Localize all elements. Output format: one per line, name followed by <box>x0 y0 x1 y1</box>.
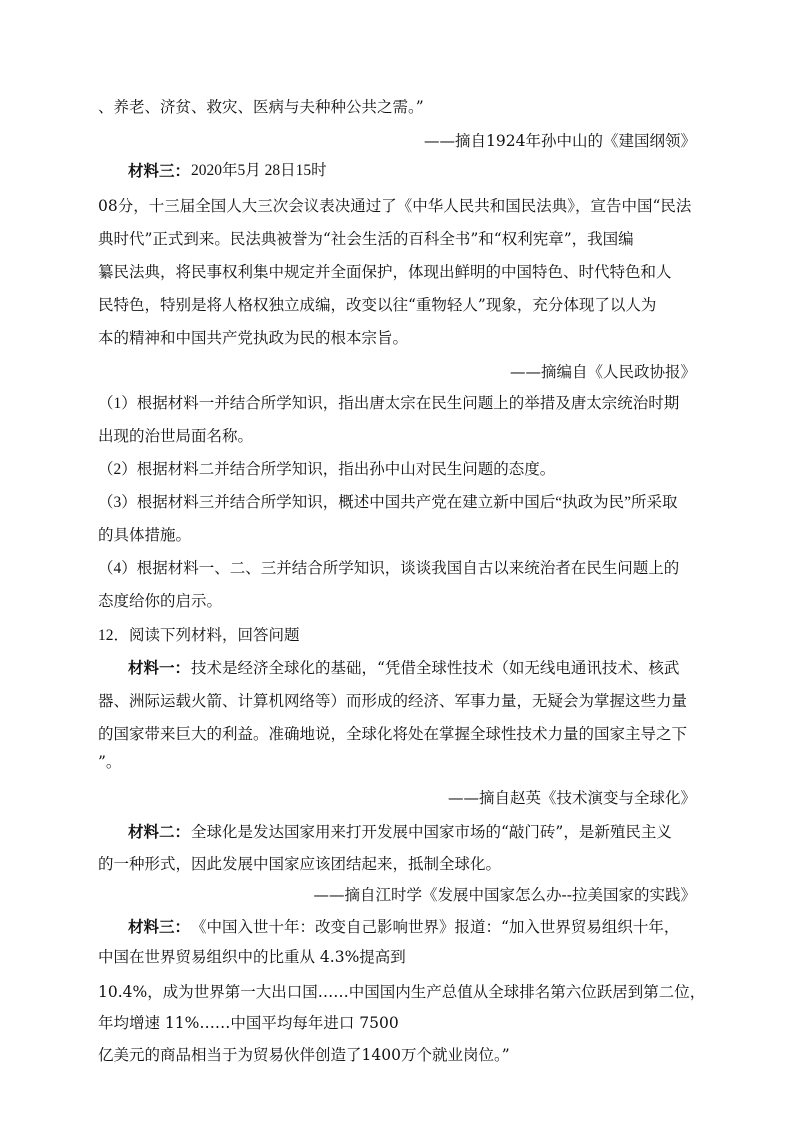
paragraph-line: 的一种形式，因此发展中国家应该团结起来，抵制全球化。 <box>98 855 502 873</box>
paragraph-line: 08分，十三届全国人大三次会议表决通过了《中华人民共和国民法典》，宣告中国“民法 <box>98 197 692 215</box>
question-1-cont: 出现的治世局面名称。 <box>98 428 254 445</box>
paragraph-line: 纂民法典，将民事权利集中规定并全面保护，体现出鲜明的中国特色、时代特色和人 <box>98 263 672 281</box>
question-3-cont: 的具体措施。 <box>98 527 192 544</box>
source-citation: ——摘自赵英《技术演变与全球化》 <box>447 789 696 807</box>
question-3: （3）根据材料三并结合所学知识，概述中国共产党在建立新中国后“执政为民”所采取 <box>98 494 678 511</box>
material-date: 2020年5月 28日15时 <box>191 162 327 179</box>
question-heading: 12．阅读下列材料，回答问题 <box>98 627 300 644</box>
paragraph-line: 的国家带来巨大的利益。准确地说，全球化将处在掌握全球性技术力量的国家主导之下 <box>98 725 688 743</box>
source-citation: ——摘自江时学《发展中国家怎么办--拉美国家的实践》 <box>313 886 696 904</box>
question-4-cont: 态度给你的启示。 <box>98 593 223 610</box>
paragraph-line: 中国在世界贸易组织中的比重从 4.3%提高到 <box>98 948 406 966</box>
source-citation: ——摘自1924年孙中山的《建国纲领》 <box>424 132 696 150</box>
paragraph-line: 本的精神和中国共产党执政为民的根本宗旨。 <box>98 329 409 347</box>
paragraph-line: 亿美元的商品相当于为贸易伙伴创造了1400万个就业岗位。” <box>98 1046 510 1064</box>
question-2: （2）根据材料二并结合所学知识，指出孙中山对民生问题的态度。 <box>98 461 556 478</box>
paragraph-line: 10.4%，成为世界第一大出口国……中国国内生产总值从全球排名第六位跃居到第二位， <box>98 983 706 1001</box>
source-citation: ——摘编自《人民政协报》 <box>509 363 696 381</box>
paragraph-line: 民特色，特别是将人格权独立成编，改变以往“重物轻人”现象，充分体现了以人为 <box>98 296 657 314</box>
paragraph-line: 全球化是发达国家用来打开发展中国家市场的“敲门砖”，是新殖民主义 <box>191 823 672 841</box>
paragraph-line: 《中国入世十年：改变自己影响世界》报道：“加入世界贸易组织十年， <box>191 918 680 936</box>
question-1: （1）根据材料一并结合所学知识，指出唐太宗在民生问题上的举措及唐太宗统治时期 <box>98 395 680 412</box>
material-label: 材料二： <box>128 822 191 841</box>
paragraph-line: ”。 <box>98 753 122 771</box>
material-2-text-end: 、养老、济贫、救灾、医病与夫种种公共之需。” <box>98 98 424 116</box>
paragraph-line: 技术是经济全球化的基础，“凭借全球性技术（如无线电通讯技术、核武 <box>191 659 680 677</box>
question-4: （4）根据材料一、二、三并结合所学知识，谈谈我国自古以来统治者在民生问题上的 <box>98 560 680 577</box>
paragraph-line: 年均增速 11%……中国平均每年进口 7500 <box>98 1014 399 1032</box>
paragraph-line: 器、洲际运载火箭、计算机网络等）而形成的经济、军事力量，无疑会为掌握这些力量 <box>98 692 688 710</box>
paragraph-line: 典时代”正式到来。民法典被誉为“社会生活的百科全书”和“权利宪章”，我国编 <box>98 230 634 248</box>
material-label: 材料三： <box>128 917 191 936</box>
material-label: 材料三： <box>128 161 191 180</box>
material-label: 材料一： <box>128 658 191 677</box>
